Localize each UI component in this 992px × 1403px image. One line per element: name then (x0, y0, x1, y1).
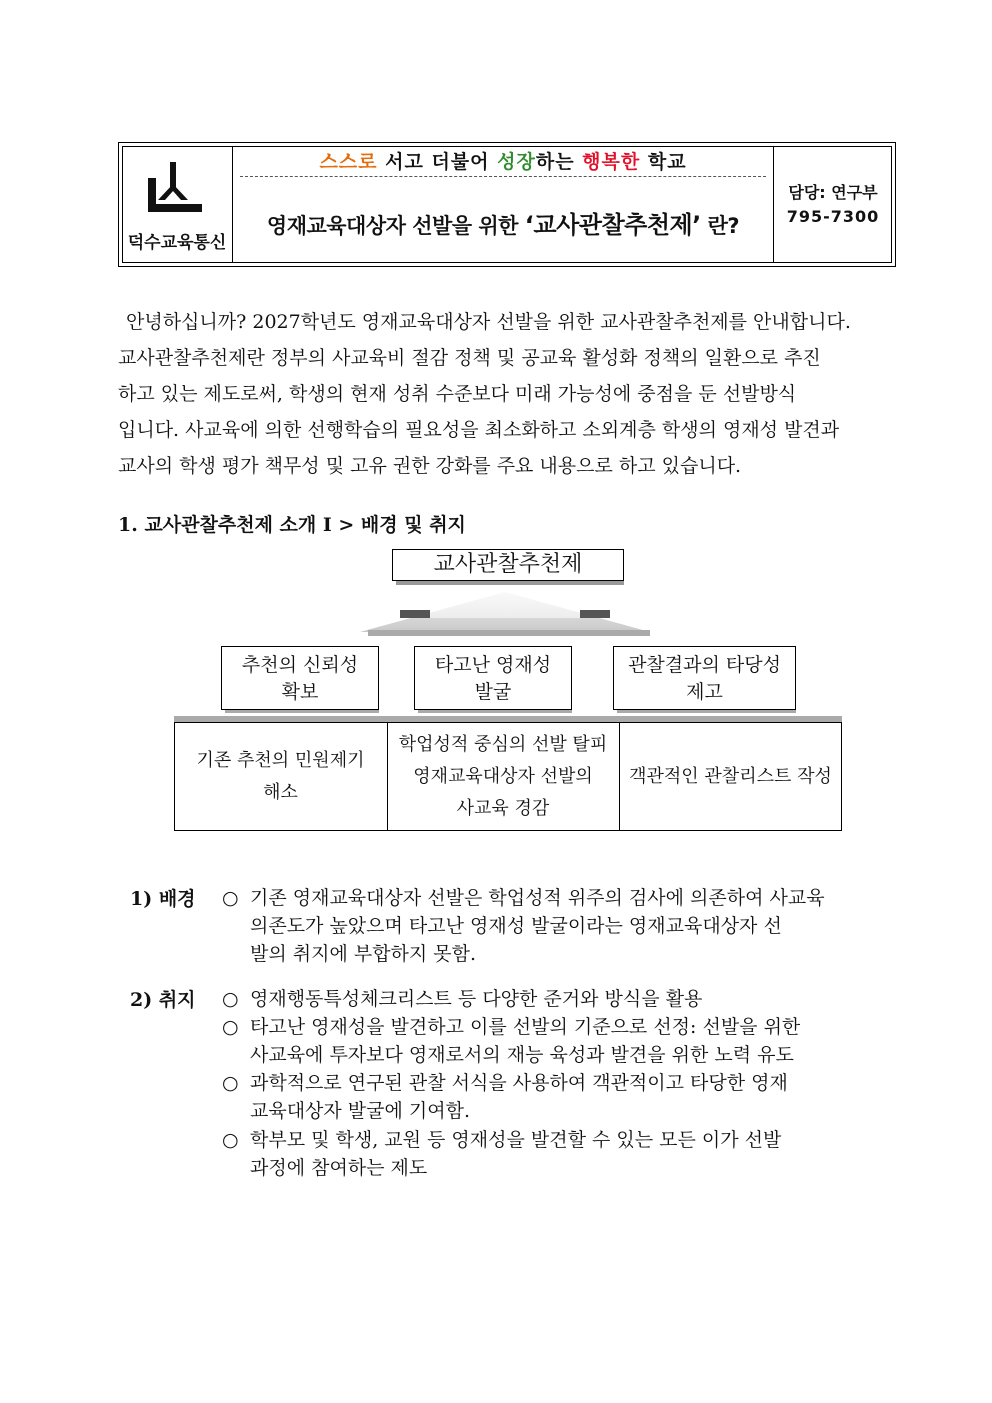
goal-text: 추천의 신뢰성 (241, 654, 359, 676)
list-label-purpose: 2) 취지 (130, 989, 196, 1011)
slogan-word-seuseuro: 스스로 (319, 151, 378, 173)
detail-text: 객관적인 관찰리스트 작성 (629, 765, 832, 787)
list-item: ○ 타고난 영재성을 발견하고 이를 선발의 기준으로 선정: 선발을 위한 (222, 1013, 800, 1041)
goal-box-giftedness (414, 646, 572, 710)
circle-bullet-icon: ○ (222, 1016, 239, 1038)
detail-text: 기존 추천의 민원제기 (196, 749, 365, 771)
goal-shadow (225, 710, 379, 713)
goal-text: 제고 (686, 681, 723, 703)
detail-text: 해소 (263, 781, 298, 803)
header-divider-right (773, 146, 774, 263)
goal-text: 타고난 영재성 (434, 654, 552, 676)
logo-caption: 덕수교육통신 (127, 233, 227, 253)
diagram-title: 교사관찰추천제 (392, 549, 624, 581)
list-label-background: 1) 배경 (130, 888, 196, 910)
title-tail: 란? (700, 214, 740, 238)
intro-line: 하고 있는 제도로써, 학생의 현재 성취 수준보다 미래 가능성에 중점을 둔 선발방식 (118, 383, 797, 405)
diagram-title-shadow (396, 581, 624, 585)
detail-cell-private-education (387, 722, 619, 831)
goal-text: 관찰결과의 타당성 (628, 654, 781, 676)
goal-text: 확보 (281, 681, 319, 703)
school-logo-icon (140, 160, 210, 220)
list-item-continued: 교육대상자 발굴에 기여함. (250, 1100, 471, 1122)
document-title (233, 205, 773, 240)
circle-bullet-icon: ○ (222, 1072, 239, 1094)
slogan-word-haengbok: 행복한 (582, 151, 641, 173)
intro-line: 교사관찰추천제란 정부의 사교육비 절감 정책 및 공교육 활성화 정책의 일환으로 추진 (118, 347, 821, 369)
detail-text: 사교육 경감 (456, 797, 550, 819)
circle-bullet-icon: ○ (222, 887, 239, 909)
contact-department: 담당: 연구부 (788, 183, 878, 202)
goal-shadow (418, 710, 572, 713)
slogan-text-2: 하는 (535, 151, 583, 173)
intro-line: 안녕하십니까? 2027학년도 영재교육대상자 선발을 위한 교사관찰추천제를 안내합니다. (126, 311, 851, 333)
section-heading: 1. 교사관찰추천제 소개 Ⅰ > 배경 및 취지 (118, 514, 466, 536)
list-item-continued: 사교육에 투자보다 영재로서의 재능 육성과 발견을 위한 노력 유도 (250, 1044, 794, 1066)
list-item: ○ 학부모 및 학생, 교원 등 영재성을 발견할 수 있는 모든 이가 선발 (222, 1126, 781, 1154)
circle-bullet-icon: ○ (222, 1129, 239, 1151)
slogan-word-seongjang: 성장 (497, 151, 536, 173)
intro-line: 입니다. 사교육에 의한 선행학습의 필요성을 최소화하고 소외계층 학생의 영재성 발견과 (118, 419, 840, 441)
list-item-continued: 과정에 참여하는 제도 (250, 1157, 428, 1179)
goal-text: 발굴 (474, 681, 512, 703)
list-item-continued: 의존도가 높았으며 타고난 영재성 발굴이라는 영재교육대상자 선 (250, 915, 782, 937)
detail-cell-checklist (619, 722, 842, 831)
list-item: ○ 기존 영재교육대상자 선발은 학업성적 위주의 검사에 의존하여 사교육 (222, 884, 825, 912)
goal-box-validity (613, 646, 796, 710)
goal-shadow (617, 710, 796, 713)
detail-text: 학업성적 중심의 선발 탈피 (398, 733, 608, 755)
school-slogan (233, 147, 773, 174)
detail-text: 영재교육대상자 선발의 (413, 765, 593, 787)
title-main: 영재교육대상자 선발을 위한 (266, 214, 525, 238)
branch-arrow-icon (360, 590, 650, 640)
list-item: ○ 과학적으로 연구된 관찰 서식을 사용하여 객관적이고 타당한 영재 (222, 1069, 788, 1097)
circle-bullet-icon: ○ (222, 988, 239, 1010)
contact-phone: 795-7300 (786, 207, 880, 226)
title-quoted: ‘교사관찰추천제’ (524, 211, 701, 239)
slogan-text-1: 서고 더불어 (377, 151, 498, 173)
list-item-continued: 발의 취지에 부합하지 못함. (250, 943, 477, 965)
list-item: ○ 영재행동특성체크리스트 등 다양한 준거와 방식을 활용 (222, 985, 702, 1013)
detail-cell-complaints (174, 722, 387, 831)
goal-box-reliability (221, 646, 379, 710)
intro-line: 교사의 학생 평가 책무성 및 고유 권한 강화를 주요 내용으로 하고 있습니다. (118, 455, 742, 477)
slogan-divider (240, 176, 766, 177)
slogan-text-3: 학교 (640, 151, 687, 173)
